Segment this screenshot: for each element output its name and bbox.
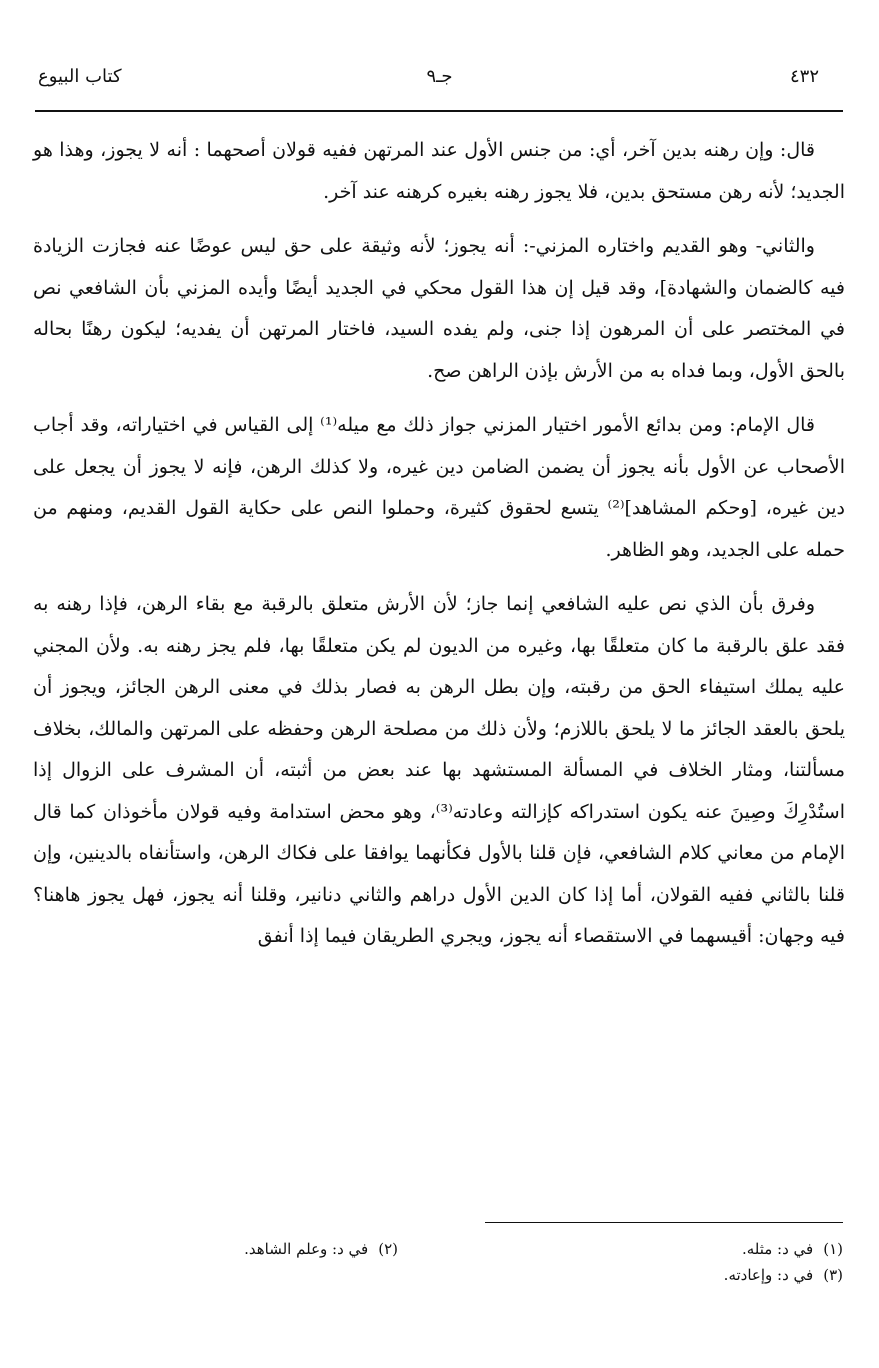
header-divider bbox=[35, 110, 843, 112]
running-head bbox=[0, 66, 879, 100]
footnote-row bbox=[60, 1236, 843, 1262]
footnote-text: في د: وعلم الشاهد. bbox=[244, 1240, 369, 1258]
paragraph-text: قال الإمام: ومن بدائع الأمور اختيار المزني جواز ذلك مع ميله⁽¹⁾ إلى القياس في اختياراته، وقد أجاب الأصحاب عن الأول بأنه يجوز أن يضمن الضامن دين غيره، ولا كذلك الرهن، فإنه لا يجوز أن يجعل على دين غيره، [وحكم المشاهد]⁽²⁾ يتسع لحقوق كثيرة، وحملوا النص على حكاية القول القديم، ومنهم من حمله على الجديد، وهو الظاهر. bbox=[33, 414, 845, 561]
footnote-1 bbox=[742, 1236, 843, 1262]
paragraph-text: قال: وإن رهنه بدين آخر، أي: من جنس الأول عند المرتهن ففيه قولان أصحهما : أنه لا يجوز، وهذا هو الجديد؛ لأنه رهن مستحق بدين، فلا يجوز رهنه بغيره كرهنه عند آخر. bbox=[33, 139, 845, 203]
paragraph bbox=[33, 130, 845, 213]
page-number: ٤٣٢ bbox=[789, 66, 819, 87]
paragraph bbox=[33, 226, 845, 392]
footnote-text: في د: مثله. bbox=[741, 1240, 814, 1258]
book-title: كتاب البيوع bbox=[38, 66, 122, 87]
paragraph-text: وفرق بأن الذي نص عليه الشافعي إنما جاز؛ لأن الأرش متعلق بالرقبة مع بقاء الرهن، فإذا رهنه به فقد علق بالرقبة ما كان متعلقًا بها، وغيره من الديون لم يكن متعلقًا بها، فلم يجز رهنه به. ولأن المجني عليه يملك استيفاء الحق من رقبته، وإن بطل الرهن به فصار بذلك في معنى الرهن الجائز، ويجوز أن يلحق بالعقد الجائز ما لا يلحق باللازم؛ ولأن ذلك من مصلحة الرهن وحفظه على المرتهن والمالك، بخلاف مسألتنا، ومثار الخلاف في المسألة المستشهد بها عند بعض من أثبته، أن المشرف على الزوال إذا استُدْرِكَ وصِينَ عنه يكون استدراكه كإزالته وعادته⁽³⁾، وهو محض استدامة وفيه قولان مأخوذان كما قال الإمام من معاني كلام الشافعي، فإن قلنا بالأول فكأنهما يوافقا على فكاك الرهن، واستأنفاه بالدينين، وإن قلنا بالثاني ففيه القولان، أما إذا كان الدين الأول دراهم والثاني دنانير، وقلنا أنه يجوز، فهل يجوز هاهنا؟ فيه وجهان: أقيسهما في الاستقصاء أنه يجوز، ويجري الطريقان فيما إذا أنفق bbox=[33, 593, 845, 947]
paragraph bbox=[33, 405, 845, 571]
volume-label: جـ٩ bbox=[426, 66, 453, 87]
footnote-number: (٣) bbox=[823, 1266, 843, 1284]
footnote-number: (٢) bbox=[378, 1240, 398, 1258]
footnote-2 bbox=[244, 1236, 398, 1262]
footnote-row bbox=[60, 1262, 843, 1288]
footnote-divider bbox=[485, 1222, 843, 1223]
footnote-3 bbox=[724, 1262, 843, 1288]
footnotes bbox=[60, 1236, 843, 1288]
paragraph bbox=[33, 584, 845, 958]
paragraph-text: والثاني- وهو القديم واختاره المزني-: أنه يجوز؛ لأنه وثيقة على حق ليس عوضًا عنه فجازت الزيادة فيه كالضمان والشهادة]، وقد قيل إن هذا القول محكي في الجديد أيضًا وأيده المزني بأن الشافعي نص في المختصر على أن المرهون إذا جنى، ولم يفده السيد، فاختار المرتهن أن يفديه؛ ليكون رهنًا بحاله بالحق الأول، وبما فداه به من الأرش بإذن الراهن صح. bbox=[33, 235, 845, 382]
footnote-number: (١) bbox=[823, 1240, 843, 1258]
footnote-text: في د: وإعادته. bbox=[723, 1266, 814, 1284]
main-text bbox=[33, 130, 845, 971]
